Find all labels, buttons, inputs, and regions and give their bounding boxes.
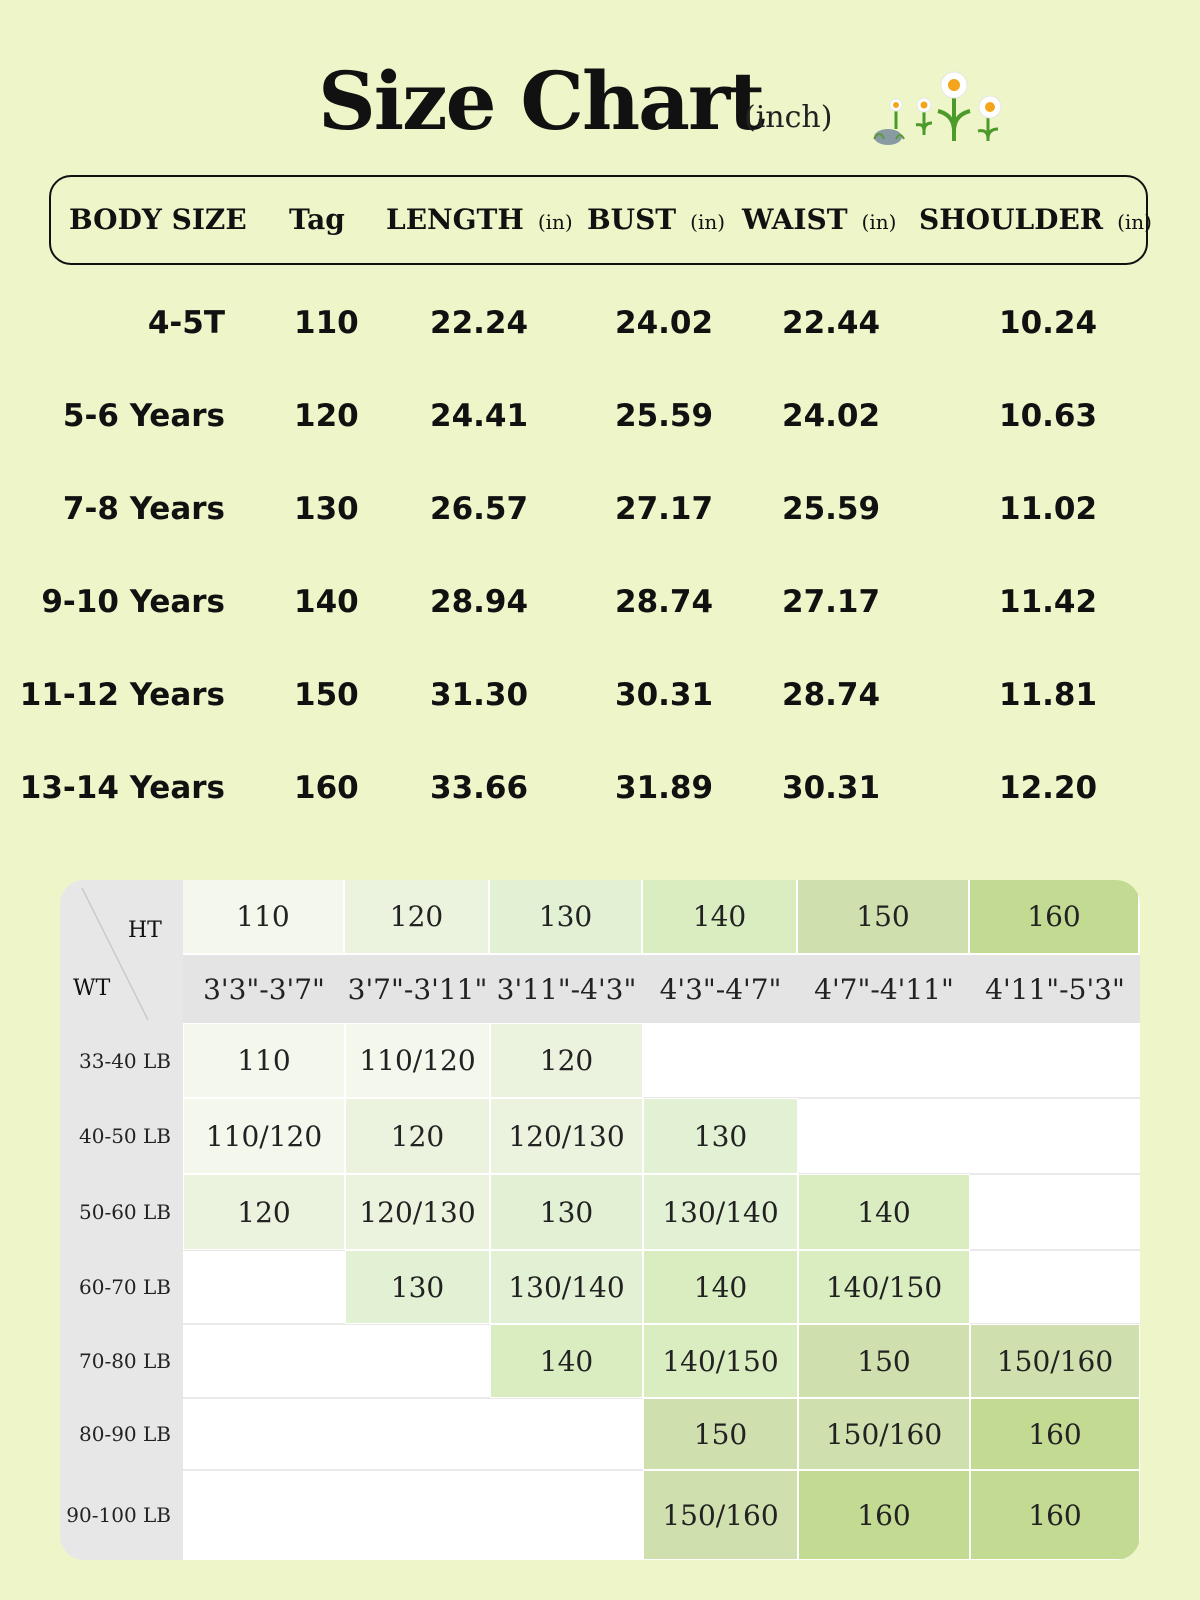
weight-label: 60-70 LB [60, 1250, 183, 1324]
size-cell: 11-12 Years [19, 677, 225, 713]
tag-cell: 160 [294, 770, 359, 806]
header-shoulder: SHOULDER (in) [919, 203, 1152, 236]
fit-cell: 150 [798, 1324, 970, 1398]
fit-cell: 130 [490, 1174, 643, 1250]
fit-cell: 130 [345, 1250, 490, 1324]
waist-cell: 24.02 [782, 398, 881, 434]
height-range-label: 3'7"-3'11" [347, 972, 488, 1006]
fit-cell: 110/120 [345, 1023, 490, 1098]
fit-cell: 110 [183, 1023, 345, 1098]
height-range-label: 4'3"-4'7" [659, 972, 782, 1006]
table-row [0, 277, 1200, 370]
table-row [0, 556, 1200, 649]
tag-header-120: 120 [345, 880, 490, 953]
title-row [0, 55, 1200, 165]
header-bust: BUST (in) [587, 203, 726, 236]
fit-cell: 160 [970, 1398, 1140, 1470]
tag-header-110: 110 [183, 880, 345, 953]
tag-cell: 150 [294, 677, 359, 713]
tag-cell: 140 [294, 584, 359, 620]
weight-label: 40-50 LB [60, 1098, 183, 1174]
waist-cell: 27.17 [782, 584, 881, 620]
grid-corner [60, 880, 183, 1023]
table-row [0, 649, 1200, 742]
fit-cell: 150/160 [798, 1398, 970, 1470]
size-cell: 13-14 Years [19, 770, 225, 806]
table-row [0, 742, 1200, 835]
bust-cell: 30.31 [615, 677, 714, 713]
fit-cell: 160 [798, 1470, 970, 1560]
waist-cell: 28.74 [782, 677, 881, 713]
page-title: Size Chart [318, 54, 764, 148]
fit-cell: 120 [345, 1098, 490, 1174]
height-range-label: 3'3"-3'7" [203, 972, 325, 1006]
size-cell: 7-8 Years [62, 491, 225, 527]
page-subtitle: (inch) [744, 100, 833, 135]
fit-cell: 120 [490, 1023, 643, 1098]
weight-label: 80-90 LB [60, 1398, 183, 1470]
size-cell: 5-6 Years [62, 398, 225, 434]
length-cell: 28.94 [430, 584, 529, 620]
header-length: LENGTH (in) [386, 203, 573, 236]
shoulder-cell: 10.24 [999, 305, 1098, 341]
waist-cell: 22.44 [782, 305, 881, 341]
height-range-label: 3'11"-4'3" [496, 972, 637, 1006]
shoulder-cell: 11.42 [999, 584, 1098, 620]
shoulder-cell: 11.02 [999, 491, 1098, 527]
bust-cell: 25.59 [615, 398, 714, 434]
table-row [0, 370, 1200, 463]
corner-wt-label: WT [73, 976, 111, 1001]
header-tag: Tag [289, 203, 345, 236]
header-waist: WAIST (in) [742, 203, 897, 236]
waist-cell: 25.59 [782, 491, 881, 527]
tag-header-140: 140 [643, 880, 798, 953]
bust-cell: 24.02 [615, 305, 714, 341]
tag-header-130: 130 [490, 880, 643, 953]
fit-cell: 140 [643, 1250, 798, 1324]
length-cell: 33.66 [430, 770, 529, 806]
measurement-header [49, 175, 1152, 265]
weight-label: 70-80 LB [60, 1324, 183, 1398]
fit-cell: 140 [798, 1174, 970, 1250]
shoulder-cell: 11.81 [999, 677, 1098, 713]
table-row [0, 463, 1200, 556]
height-range-label: 4'7"-4'11" [814, 972, 954, 1006]
bust-cell: 27.17 [615, 491, 714, 527]
tag-header-160: 160 [970, 880, 1140, 953]
waist-cell: 30.31 [782, 770, 881, 806]
size-cell: 4-5T [147, 305, 225, 341]
fit-cell: 140/150 [798, 1250, 970, 1324]
fit-cell: 140/150 [643, 1324, 798, 1398]
length-cell: 31.30 [430, 677, 529, 713]
shoulder-cell: 10.63 [999, 398, 1098, 434]
fit-cell: 110/120 [183, 1098, 345, 1174]
fit-cell: 150/160 [643, 1470, 798, 1560]
weight-label: 90-100 LB [60, 1470, 183, 1560]
fit-cell: 120/130 [490, 1098, 643, 1174]
fit-cell: 120/130 [345, 1174, 490, 1250]
fit-cell: 140 [490, 1324, 643, 1398]
fit-grid [60, 880, 1140, 1560]
fit-cell: 130/140 [643, 1174, 798, 1250]
weight-label: 50-60 LB [60, 1174, 183, 1250]
corner-diagonal [60, 880, 183, 1023]
bust-cell: 28.74 [615, 584, 714, 620]
corner-ht-label: HT [128, 918, 162, 943]
flowers-icon [866, 67, 1016, 147]
bust-cell: 31.89 [615, 770, 714, 806]
tag-cell: 120 [294, 398, 359, 434]
fit-cell: 130/140 [490, 1250, 643, 1324]
size-cell: 9-10 Years [41, 584, 225, 620]
length-cell: 24.41 [430, 398, 529, 434]
tag-cell: 130 [294, 491, 359, 527]
fit-cell: 150 [643, 1398, 798, 1470]
length-cell: 26.57 [430, 491, 529, 527]
header-body-size: BODY SIZE [69, 203, 247, 236]
weight-label: 33-40 LB [60, 1023, 183, 1098]
tag-cell: 110 [294, 305, 359, 341]
shoulder-cell: 12.20 [999, 770, 1098, 806]
fit-cell: 130 [643, 1098, 798, 1174]
fit-cell: 160 [970, 1470, 1140, 1560]
tag-header-150: 150 [798, 880, 970, 953]
fit-cell: 150/160 [970, 1324, 1140, 1398]
height-range-label: 4'11"-5'3" [985, 972, 1125, 1006]
length-cell: 22.24 [430, 305, 529, 341]
fit-cell: 120 [183, 1174, 345, 1250]
